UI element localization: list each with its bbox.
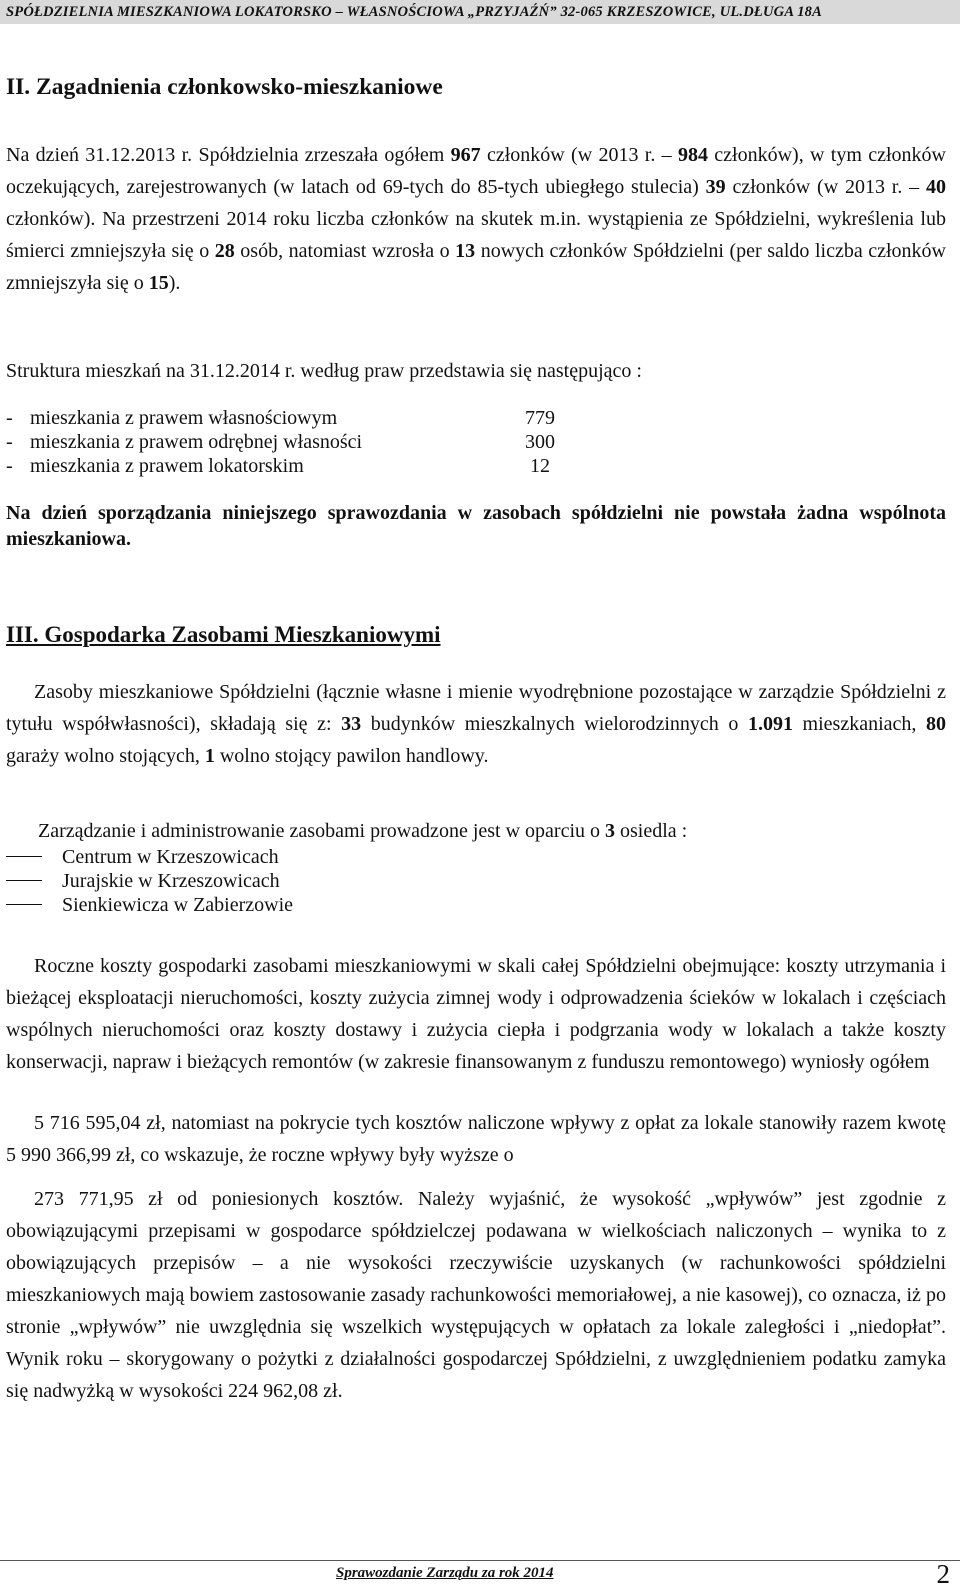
document-header: SPÓŁDZIELNIA MIESZKANIOWA LOKATORSKO – WŁASNOŚCIOWA „PRZYJAŹŃ” 32-065 KRZESZOWICE, UL.DŁUGA 18A bbox=[0, 0, 960, 24]
flat-label: mieszkania z prawem lokatorskim bbox=[30, 455, 304, 477]
estate-item: Centrum w Krzeszowicach bbox=[6, 845, 279, 869]
flat-row bbox=[6, 454, 550, 478]
page-footer bbox=[0, 1560, 960, 1588]
management-paragraph: Zarządzanie i administrowanie zasobami prowadzone jest w oparciu o 3 osiedla : bbox=[38, 820, 688, 842]
flat-label: mieszkania z prawem odrębnej własności bbox=[30, 431, 363, 453]
flat-row bbox=[6, 406, 555, 430]
flat-row bbox=[6, 430, 555, 454]
estate-item: Sienkiewicza w Zabierzowie bbox=[6, 893, 293, 917]
flat-value: 12 bbox=[530, 455, 550, 477]
flat-value: 779 bbox=[525, 407, 555, 429]
estate-item: Jurajskie w Krzeszowicach bbox=[6, 869, 280, 893]
flat-dash: - bbox=[6, 407, 13, 429]
section-2-title: II. Zagadnienia członkowsko-mieszkaniowe bbox=[6, 74, 443, 100]
costs-paragraph: Roczne koszty gospodarki zasobami mieszkaniowymi w skali całej Spółdzielni obejmujące: koszty utrzymania i bieżącej eksploatacji nieruchomości, koszty zużycia zimnej wody i odprowadzenia ścieków w lokalach i częściach wspólnych nieruchomości oraz koszty dostawy i zużycia ciepła i podgrzania wody w lokalach a także koszty konserwacji, napraw i bieżących remontów (w zakresie finansowanym z funduszu remontowego) wyniosły ogółem bbox=[6, 955, 946, 1073]
members-paragraph: Na dzień 31.12.2013 r. Spółdzielnia zrzeszała ogółem 967 członków (w 2013 r. – 984 członków), w tym członków oczekujących, zarejestrowanych (w latach od 69-tych do 85-tych ubiegłego stulecia) 39 członków (w 2013 r. – 40 członków). Na przestrzeni 2014 roku liczba członków na skutek m.in. wystąpienia ze Spółdzielni, wykreślenia lub śmierci zmniejszyła się o 28 osób, natomiast wzrosła o 13 nowych członków Spółdzielni (per saldo liczba członków zmniejszyła się o 15). bbox=[6, 144, 947, 294]
section-3-title: III. Gospodarka Zasobami Mieszkaniowymi bbox=[6, 622, 441, 647]
flat-value: 300 bbox=[525, 431, 555, 453]
flat-label: mieszkania z prawem własnościowym bbox=[30, 407, 338, 429]
resources-paragraph: Zasoby mieszkaniowe Spółdzielni (łącznie własne i mienie wyodrębnione pozostające w zarządzie Spółdzielni z tytułu współwłasności), składają się z: 33 budynków mieszkalnych wielorodzinnych o 1.091 mieszkaniach, 80 garaży wolno stojących, 1 wolno stojący pawilon handlowy. bbox=[6, 681, 946, 767]
page-number: 2 bbox=[936, 1559, 950, 1589]
flat-dash: - bbox=[6, 455, 13, 477]
flat-dash: - bbox=[6, 431, 13, 453]
surplus-paragraph: 273 771,95 zł od poniesionych kosztów. Należy wyjaśnić, że wysokość „wpływów” jest zgodnie z obowiązującymi przepisami w gospodarce spółdzielczej podawana w wielkościach naliczonych – wynika to z obowiązujących przepisów – a nie wysokości rzeczywiście uzyskanych (w rachunkowości spółdzielni mieszkaniowych mają bowiem zastosowanie zasady rachunkowości memoriałowej, a nie kasowej), co oznacza, iż po stronie „wpływów” nie uwzględnia się wszelkich występujących w opłatach za lokale zaległości i „niedopłat”. Wynik roku – skorygowany o pożytki z działalności gospodarczej Spółdzielni, z uwzględnieniem podatku zamyka się nadwyżką w wysokości 224 962,08 zł. bbox=[6, 1188, 946, 1402]
housing-community-note: Na dzień sporządzania niniejszego sprawozdania w zasobach spółdzielni nie powstała żadna wspólnota mieszkaniowa. bbox=[6, 502, 946, 550]
flat-structure-line: Struktura mieszkań na 31.12.2014 r. według praw przedstawia się następująco : bbox=[6, 360, 642, 382]
costs-income-paragraph: 5 716 595,04 zł, natomiast na pokrycie tych kosztów naliczone wpływy z opłat za lokale stanowiły razem kwotę 5 990 366,99 zł, co wskazuje, że roczne wpływy były wyższe o bbox=[6, 1112, 946, 1166]
footer-text: Sprawozdanie Zarządu za rok 2014 bbox=[336, 1565, 554, 1581]
